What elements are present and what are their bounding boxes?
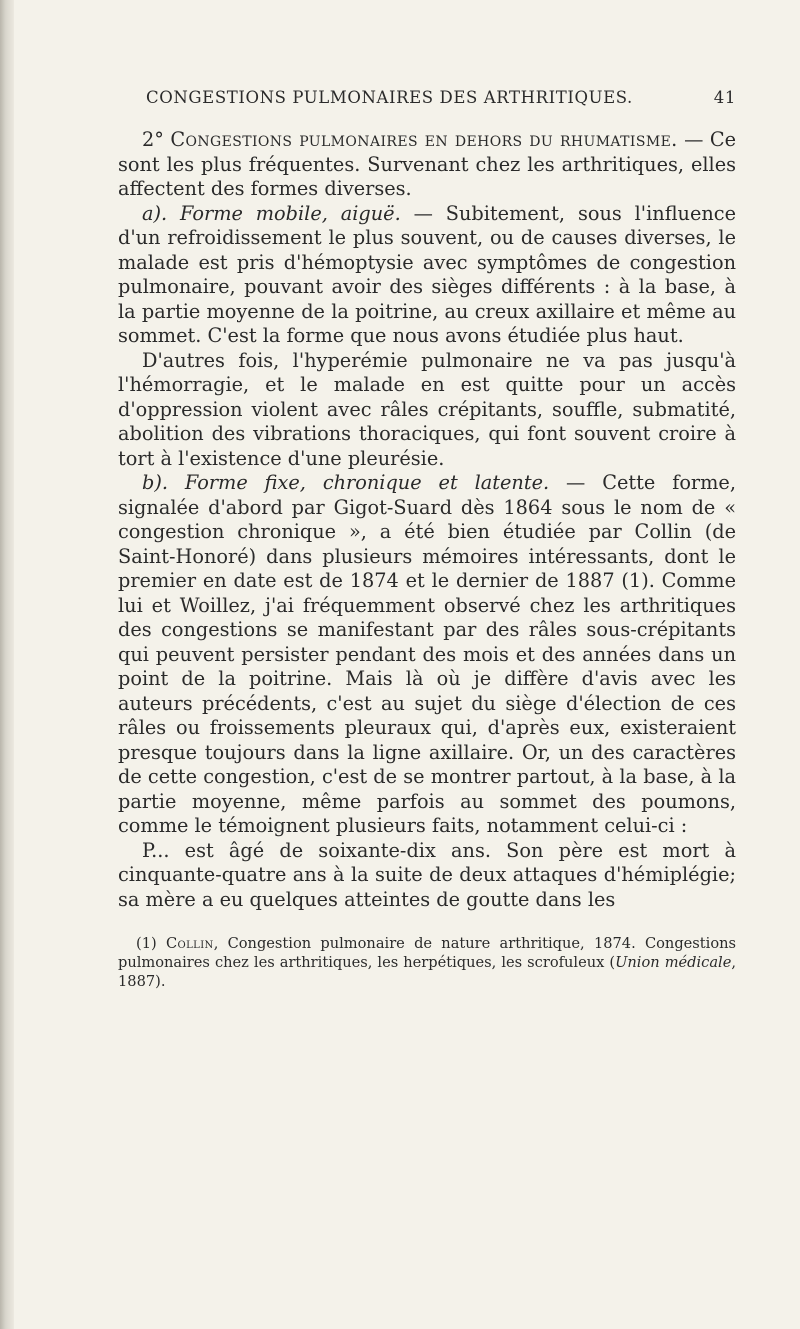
subsection-heading: Forme fixe, chronique et latente. [184, 471, 550, 494]
paragraph-text: — Subitement, sous l'influence d'un refroidissement le plus souvent, ou de causes diverses, le malade est pris d'hémoptysie avec symptômes de congestion pulmonaire, pouvant avoir des sièges différents : à la base, à la partie moyenne de la poitrine, au creux axillaire et même au sommet. C'est la forme que nous avons étudiée plus haut. [118, 201, 737, 347]
footnote-author: Collin [165, 935, 214, 952]
footnote [118, 934, 736, 991]
page [118, 88, 736, 991]
paragraph-text: — Cette forme, signalée d'abord par Gigot-Suard dès 1864 sous le nom de « congestion chronique », a été bien étudiée par Collin (de Saint-Honoré) dans plusieurs mémoires intéressants, dont le premier en date est de 1874 et le dernier de 1887 (1). Comme lui et Woillez, j'ai fréquemment observé chez les arthritiques des congestions se manifestant par des râles sous-crépitants qui peuvent persister pendant des mois et des années dans un point de la poitrine. Mais là où je diffère d'avis avec les auteurs précédents, c'est au sujet du siège d'élection de ces râles ou froissements pleuraux qui, d'après eux, existeraient presque toujours dans la ligne axillaire. Or, un des caractères de cette congestion, c'est de se montrer partout, à la base, à la partie moyenne, même parfois au sommet des poumons, comme le témoignent plusieurs faits, notamment celui-ci : [118, 471, 736, 837]
paragraph-forme-fixe [118, 471, 736, 839]
book-spine-edge [0, 0, 14, 1329]
paragraph-text: — Ce sont les plus fréquentes. Survenant chez les arthritiques, elles affectent des formes diverses. [118, 128, 736, 200]
footnote-marker: (1) [136, 935, 157, 952]
paragraph-hyperemie: D'autres fois, l'hyperémie pulmonaire ne va pas jusqu'à l'hémorragie, et le malade en est quitte pour un accès d'oppression violent avec râles crépitants, souffle, submatité, abolition des vibrations thoraciques, qui font souvent croire à tort à l'existence d'une pleurésie. [118, 348, 736, 470]
running-head [118, 88, 736, 112]
footnote-text-end: , 1887). [118, 954, 736, 990]
section-number: 2° [142, 128, 164, 151]
paragraph-forme-mobile [118, 202, 736, 349]
page-number: 41 [713, 88, 736, 107]
paragraph-observation-p: P... est âgé de soixante-dix ans. Son père est mort à cinquante-quatre ans à la suite de deux attaques d'hémiplégie; sa mère a eu quelques atteintes de goutte dans les [118, 838, 736, 911]
subsection-label: b). [142, 471, 168, 494]
running-title: CONGESTIONS PULMONAIRES DES ARTHRITIQUES. [146, 88, 633, 107]
subsection-label: a). [142, 201, 168, 225]
footnote-text: , Congestion pulmonaire de nature arthritique, 1874. Congestions pulmonaires chez les arthritiques, les herpétiques, les scrofuleux ( [118, 935, 737, 971]
subsection-heading: Forme mobile, aiguë. [180, 201, 401, 225]
section-heading: Congestions pulmonaires en dehors du rhumatisme. [170, 128, 678, 151]
paragraph-congestions-hors-rhumatisme [118, 128, 736, 202]
footnote-journal: Union médicale [615, 954, 732, 971]
